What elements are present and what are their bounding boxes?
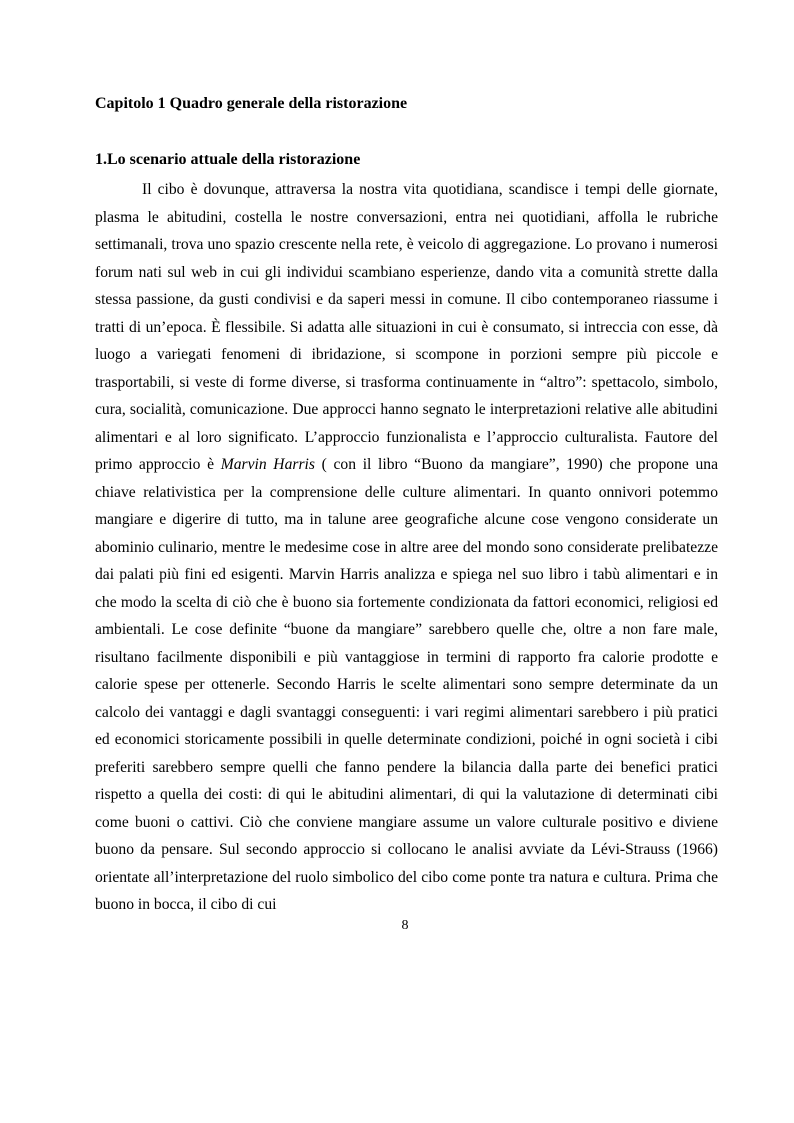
body-paragraph <box>95 176 718 919</box>
page-number: 8 <box>401 918 409 933</box>
paragraph-text-part-2: ( con il libro “Buono da mangiare”, 1990) che propone una chiave relativistica per la comprensione delle culture alimentari. In quanto onnivori potemmo mangiare e digerire di tutto, ma in talune aree geografiche alcune cose vengono considerate un abominio culinario, mentre le medesime cose in altre aree del mondo sono considerate prelibatezze dai palati più fini ed esigenti. Marvin Harris analizza e spiega nel suo libro i tabù alimentari e in che modo la scelta di ciò che è buono sia fortemente condizionata da fattori economici, religiosi ed ambientali. Le cose definite “buone da mangiare” sarebbero quelle che, oltre a non fare male, risultano facilmente disponibili e più vantaggiose in termini di rapporto fra calorie prodotte e calorie spese per ottenerle. Secondo Harris le scelte alimentari sono sempre determinate da un calcolo dei vantaggi e dagli svantaggi conseguenti: i vari regimi alimentari sarebbero i più pratici ed economici storicamente possibili in quelle determinate condizioni, poiché in ogni società i cibi preferiti sarebbero sempre quelli che fanno pendere la bilancia dalla parte dei benefici pratici rispetto a quella dei costi: di qui le abitudini alimentari, di qui la valutazione di determinati cibi come buoni o cattivi. Ciò che conviene mangiare assume un valore culturale positivo e diviene buono da pensare. Sul secondo approccio si collocano le analisi avviate da Lévi-Strauss (1966) orientate all’interpretazione del ruolo simbolico del cibo come ponte tra natura e cultura. Prima che buono in bocca, il cibo di cui <box>95 456 719 913</box>
chapter-title: Capitolo 1 Quadro generale della ristorazione <box>95 95 408 112</box>
section-title: 1.Lo scenario attuale della ristorazione <box>95 151 361 168</box>
paragraph-text-part-1: Il cibo è dovunque, attraversa la nostra vita quotidiana, scandisce i tempi delle giornate, plasma le abitudini, costella le nostre conversazioni, entra nei quotidiani, affolla le rubriche settimanali, trova uno spazio crescente nella rete, è veicolo di aggregazione. Lo provano i numerosi forum nati sul web in cui gli individui scambiano esperienze, dando vita a comunità strette dalla stessa passione, da gusti condivisi e da saperi messi in comune. Il cibo contemporaneo riassume i tratti di un’epoca. È flessibile. Si adatta alle situazioni in cui è consumato, si intreccia con esse, dà luogo a variegati fenomeni di ibridazione, si scompone in porzioni sempre più piccole e trasportabili, si veste di forme diverse, si trasforma continuamente in “altro”: spettacolo, simbolo, cura, socialità, comunicazione. Due approcci hanno segnato le interpretazioni relative alle abitudini alimentari e al loro significato. L’approccio funzionalista e l’approccio culturalista. Fautore del primo approccio è <box>95 181 718 473</box>
author-name-italic: Marvin Harris <box>220 456 315 473</box>
